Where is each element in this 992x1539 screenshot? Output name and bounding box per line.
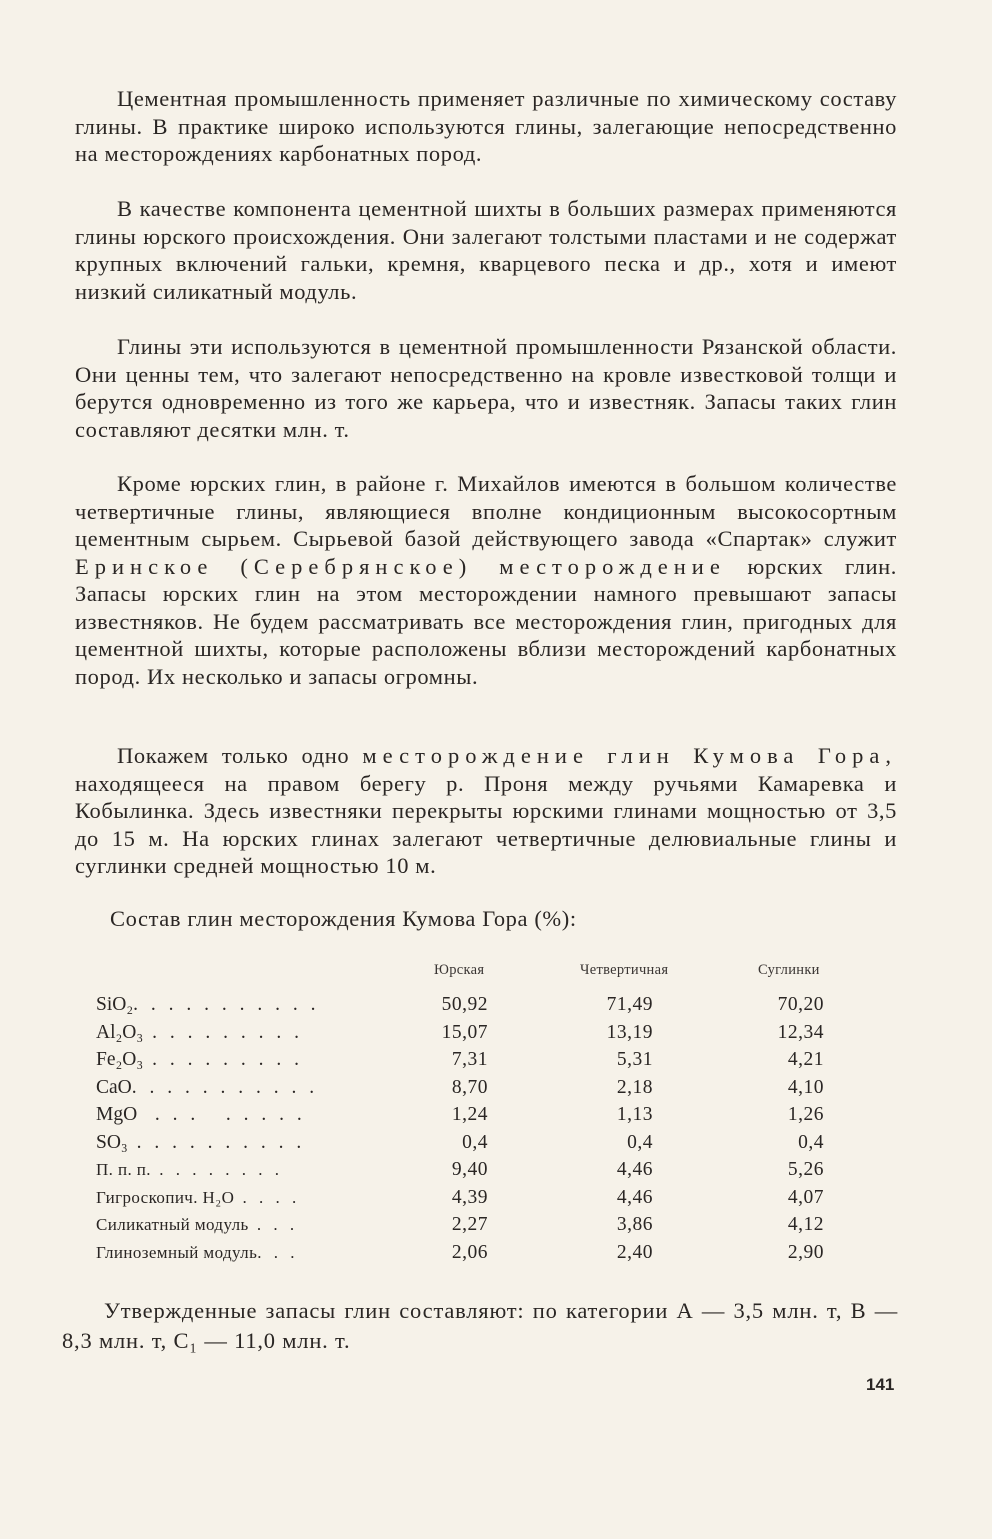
paragraph-4-spaced: Еринское (Серебрянское) месторождение <box>75 553 726 579</box>
value-quaternary: 1,13 <box>616 1104 653 1125</box>
row-label: CaO. . . . . . . . . . . <box>96 1076 319 1098</box>
paragraph-5 <box>75 742 897 880</box>
table-row <box>96 1156 856 1184</box>
table-row <box>96 1211 856 1239</box>
value-jurassic: 15,07 <box>441 1021 488 1043</box>
value-loam: 0,4 <box>798 1131 824 1153</box>
value-jurassic: 2,06 <box>451 1241 488 1263</box>
row-label: Al₂O₃ . . . . . . . . . <box>96 1021 303 1043</box>
row-label: SiO₂. . . . . . . . . . . <box>96 994 320 1015</box>
page-number: 141 <box>866 1375 895 1394</box>
table-row <box>96 1074 856 1102</box>
row-label: SO₃ . . . . . . . . . . <box>96 1131 306 1153</box>
value-loam: 4,12 <box>787 1214 824 1235</box>
paragraph-4-after: юрских глин. Запасы юрских глин на этом месторождении намного превышают запасы известняков. Не будем рассматривать все месторождения глин, пригодных для цементной шихты, которые расположены вблизи месторождений карбонатных пород. Их несколько и запасы огромны. <box>75 553 898 689</box>
reserves-paragraph: Утвержденные запасы глин составляют: по категории А — 3,5 млн. т, В — 8,3 млн. т, С₁ — 11,0 млн. т. <box>62 1298 898 1353</box>
table-row <box>96 1101 856 1129</box>
value-quaternary: 2,18 <box>616 1076 653 1098</box>
value-quaternary: 71,49 <box>606 994 653 1015</box>
value-loam: 4,21 <box>787 1049 824 1070</box>
column-header-jurassic: Юрская <box>434 962 485 978</box>
paragraph-2: В качестве компонента цементной шихты в больших размерах применяются глины юрского происхождения. Они залегают толстыми пластами и не содержат крупных включений гальки, кремня, кварцевого песка и др., хотя и имеют низкий силикатный модуль. <box>75 196 897 304</box>
value-loam: 5,26 <box>787 1159 824 1180</box>
composition-table <box>96 991 856 1266</box>
value-quaternary: 3,86 <box>616 1214 653 1235</box>
row-label: Fe₂O₃ . . . . . . . . . <box>96 1049 303 1070</box>
value-jurassic: 50,92 <box>441 994 488 1015</box>
value-loam: 12,34 <box>777 1021 824 1043</box>
value-loam: 4,07 <box>787 1186 824 1208</box>
value-loam: 70,20 <box>777 994 824 1015</box>
value-jurassic: 1,24 <box>451 1104 488 1125</box>
value-quaternary: 13,19 <box>606 1021 653 1043</box>
row-label: Гигроскопич. H₂O . . . . <box>96 1187 301 1207</box>
value-jurassic: 9,40 <box>451 1159 488 1180</box>
value-jurassic: 2,27 <box>451 1214 488 1235</box>
value-loam: 2,90 <box>787 1241 824 1263</box>
row-label: Силикатный модуль . . . <box>96 1215 299 1234</box>
value-jurassic: 4,39 <box>451 1186 488 1208</box>
paragraph-4-before: Кроме юрских глин, в районе г. Михайлов имеются в большом количестве четвертичные глины, являющиеся вполне кондиционным высокосортным цементным сырьем. Сырьевой базой действующего завода «Спартак» служит <box>75 471 897 551</box>
row-label: MgO . . . . . . . . <box>96 1104 306 1125</box>
table-row <box>96 1046 856 1074</box>
table-row <box>96 1184 856 1212</box>
paragraph-5-spaced: месторождение глин Кумова Гора, <box>362 743 898 768</box>
value-quaternary: 4,46 <box>616 1159 653 1180</box>
table-row <box>96 1019 856 1047</box>
value-quaternary: 0,4 <box>627 1131 653 1153</box>
value-quaternary: 5,31 <box>616 1049 653 1070</box>
value-quaternary: 4,46 <box>616 1186 653 1208</box>
row-label: П. п. п. . . . . . . . . <box>96 1160 283 1179</box>
value-jurassic: 8,70 <box>451 1076 488 1098</box>
row-label: Глиноземный модуль. . . <box>96 1242 299 1262</box>
column-header-loam: Суглинки <box>758 962 820 978</box>
paragraph-5-after: находящееся на правом берегу р. Проня между ручьями Камаревка и Кобылинка. Здесь известняки перекрыты юрскими глинами мощностью от 3,5 до 15 м. На юрских глинах залегают четвертичные делювиальные глины и суглинки средней мощностью 10 м. <box>75 770 897 878</box>
value-loam: 4,10 <box>787 1076 824 1098</box>
table-caption: Состав глин месторождения Кумова Гора (%): <box>110 906 577 931</box>
value-quaternary: 2,40 <box>616 1241 653 1263</box>
paragraph-1: Цементная промышленность применяет различные по химическому составу глины. В практике широко используются глины, залегающие непосредственно на месторождениях карбонатных пород. <box>75 86 897 166</box>
value-loam: 1,26 <box>787 1104 824 1125</box>
value-jurassic: 0,4 <box>462 1131 488 1153</box>
column-header-quaternary: Четвертичная <box>580 962 669 978</box>
table-row <box>96 991 856 1019</box>
table-row <box>96 1239 856 1267</box>
paragraph-5-before: Покажем только одно <box>117 743 350 768</box>
paragraph-4 <box>75 470 897 690</box>
table-row <box>96 1129 856 1157</box>
paragraph-3: Глины эти используются в цементной промышленности Рязанской области. Они ценны тем, что залегают непосредственно на кровле известковой толщи и берутся одновременно из того же карьера, что и известняк. Запасы таких глин составляют десятки млн. т. <box>75 334 897 442</box>
value-jurassic: 7,31 <box>451 1049 488 1070</box>
